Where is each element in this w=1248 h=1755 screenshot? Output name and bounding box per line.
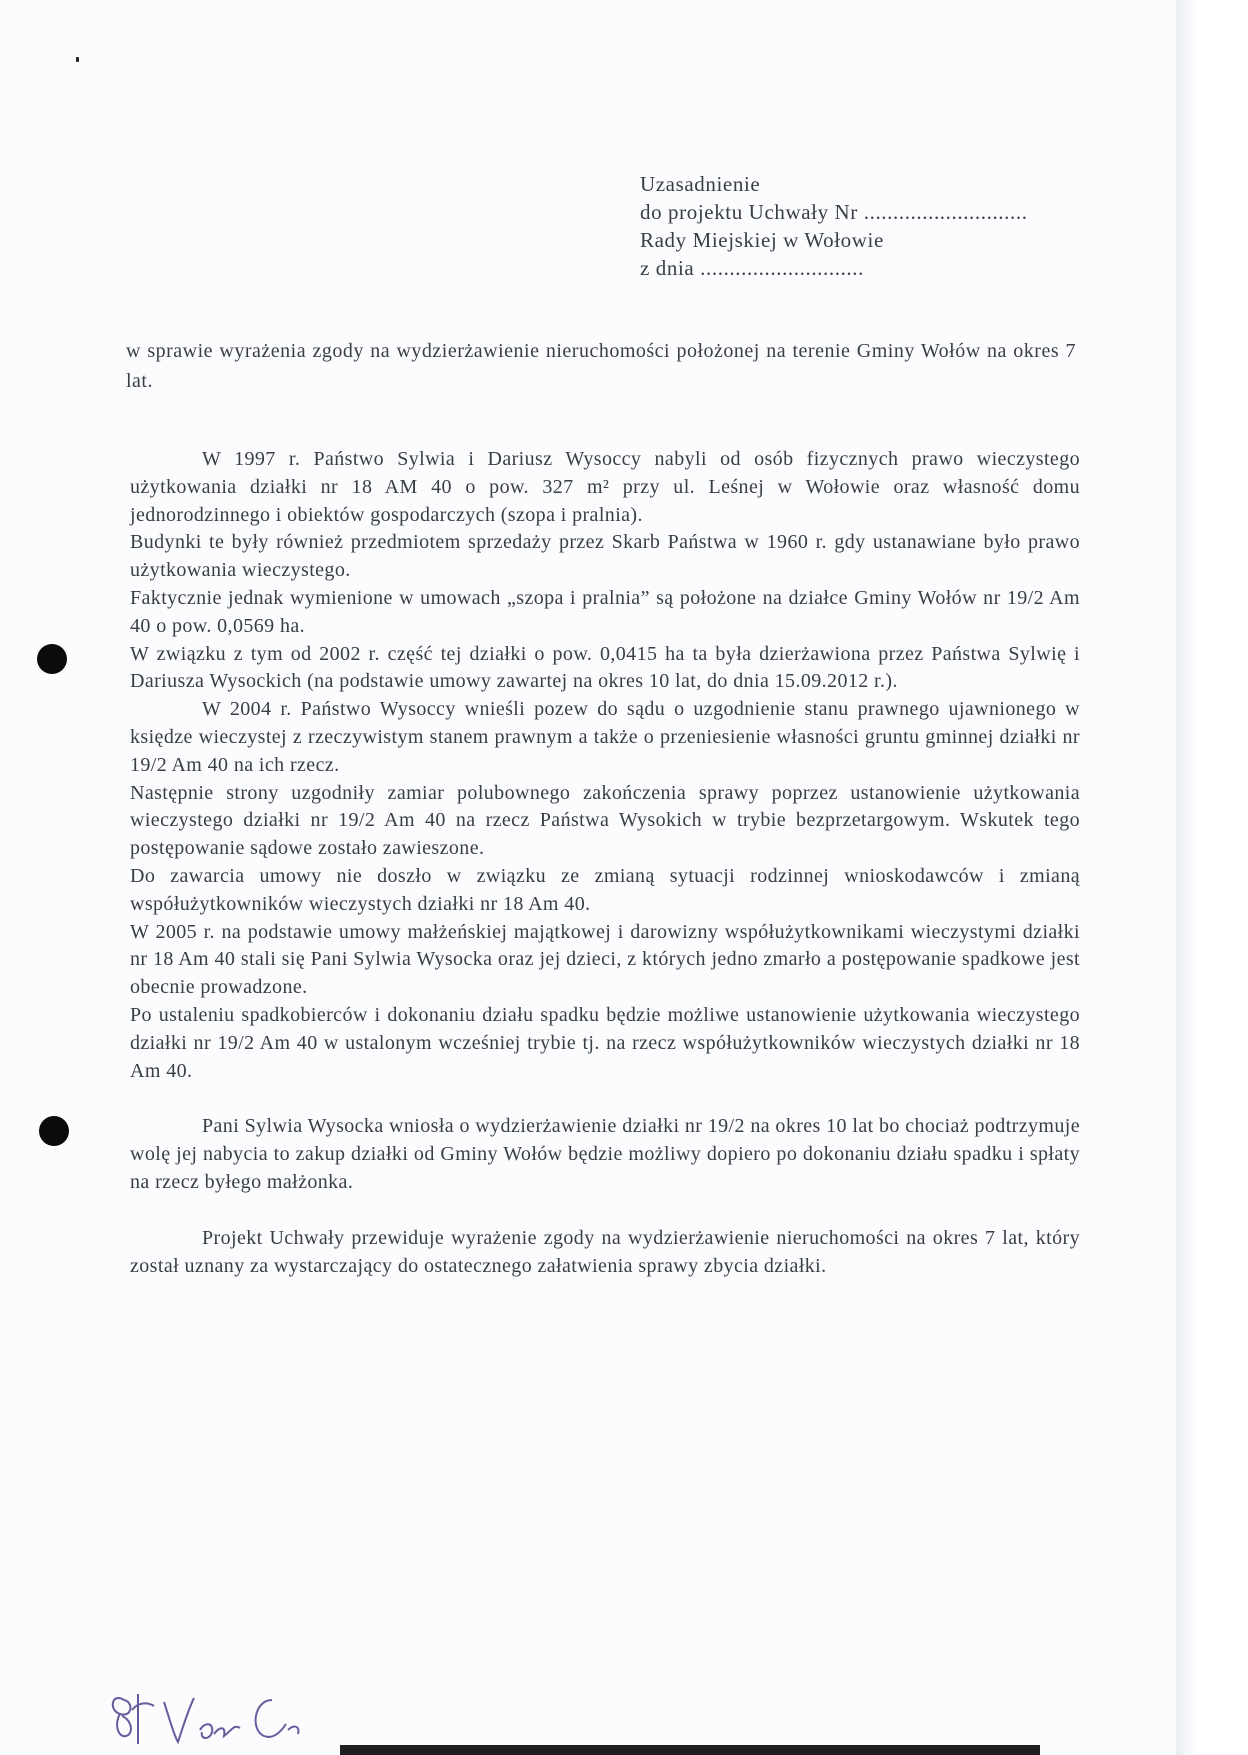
scan-artifact-bar [340,1745,1040,1755]
paragraph-8: W 2005 r. na podstawie umowy małżeńskiej majątkowej i darowizny współużytkownikami wieczystymi działki nr 18 Am 40 stali się Pani Sylwia Wysocka oraz jej dzieci, z których jedno zmarło a postępowanie spadkowe jest obecnie prowadzone. [130,920,1080,999]
paragraph-7: Do zawarcia umowy nie doszło w związku ze zmianą sytuacji rodzinnej wnioskodawców i zmianą współużytkowników wieczystych działki nr 18 Am 40. [130,864,1080,915]
header-council: Rady Miejskiej w Wołowie [640,228,884,252]
header-resolution-number: do projektu Uchwały Nr ............................ [640,200,1028,224]
paragraph-4: W związku z tym od 2002 r. część tej działki o pow. 0,0415 ha ta była dzierżawiona przez Państwa Sylwię i Dariusza Wysockich (na podstawie umowy zawartej na okres 10 lat, do dnia 15.09.2012 r.). [130,642,1080,693]
punch-hole-top [37,644,67,674]
punch-hole-bottom [39,1116,69,1146]
paragraph-10: Pani Sylwia Wysocka wniosła o wydzierżawienie działki nr 19/2 na okres 10 lat bo chociaż podtrzymuje wolę jej nabycia to zakup działki od Gminy Wołów będzie możliwy dopiero po dokonaniu działu spadku i spłaty na rzecz byłego małżonka. [130,1115,1080,1193]
handwritten-signature [104,1680,324,1750]
paragraph-11: Projekt Uchwały przewiduje wyrażenie zgody na wydzierżawienie nieruchomości na okres 7 lat, który został uznany za wystarczający do ostatecznego załatwienia sprawy zbycia działki. [130,1226,1080,1277]
paragraph-3: Faktycznie jednak wymienione w umowach „szopa i pralnia” są położone na działce Gminy Wołów nr 19/2 Am 40 o pow. 0,0569 ha. [130,586,1080,637]
document-body [130,446,1080,1280]
scan-speck [76,57,79,62]
paragraph-2: Budynki te były również przedmiotem sprzedaży przez Skarb Państwa w 1960 r. gdy ustanawiane było prawo użytkowania wieczystego. [130,531,1080,582]
scan-edge-shadow [1176,0,1212,1755]
header-date: z dnia ............................ [640,256,864,280]
paragraph-9: Po ustaleniu spadkobierców i dokonaniu działu spadku będzie możliwe ustanowienie użytkowania wieczystego działki nr 19/2 Am 40 w ustalonym wcześniej trybie tj. na rzecz współużytkowników wieczystych działki nr 18 Am 40. [130,1003,1080,1082]
document-header [640,170,1100,282]
document-subject: w sprawie wyrażenia zgody na wydzierżawienie nieruchomości położonej na terenie Gminy Wołów na okres 7 lat. [126,340,1076,392]
paragraph-6: Następnie strony uzgodniły zamiar polubownego zakończenia sprawy poprzez ustanowienie użytkowania wieczystego działki nr 19/2 Am 40 na rzecz Państwa Wysokich w trybie bezprzetargowym. Wskutek tego postępowanie sądowe zostało zawieszone. [130,781,1080,860]
header-title: Uzasadnienie [640,172,761,196]
paragraph-5: W 2004 r. Państwo Wysoccy wnieśli pozew do sądu o uzgodnienie stanu prawnego ujawnionego w księdze wieczystej z rzeczywistym stanem prawnym a także o przeniesienie własności gruntu gminnej działki nr 19/2 Am 40 na ich rzecz. [130,698,1080,776]
paragraph-1: W 1997 r. Państwo Sylwia i Dariusz Wysoccy nabyli od osób fizycznych prawo wieczystego użytkowania działki nr 18 AM 40 o pow. 327 m² przy ul. Leśnej w Wołowie oraz własność domu jednorodzinnego i obiektów gospodarczych (szopa i pralnia). [130,448,1080,526]
